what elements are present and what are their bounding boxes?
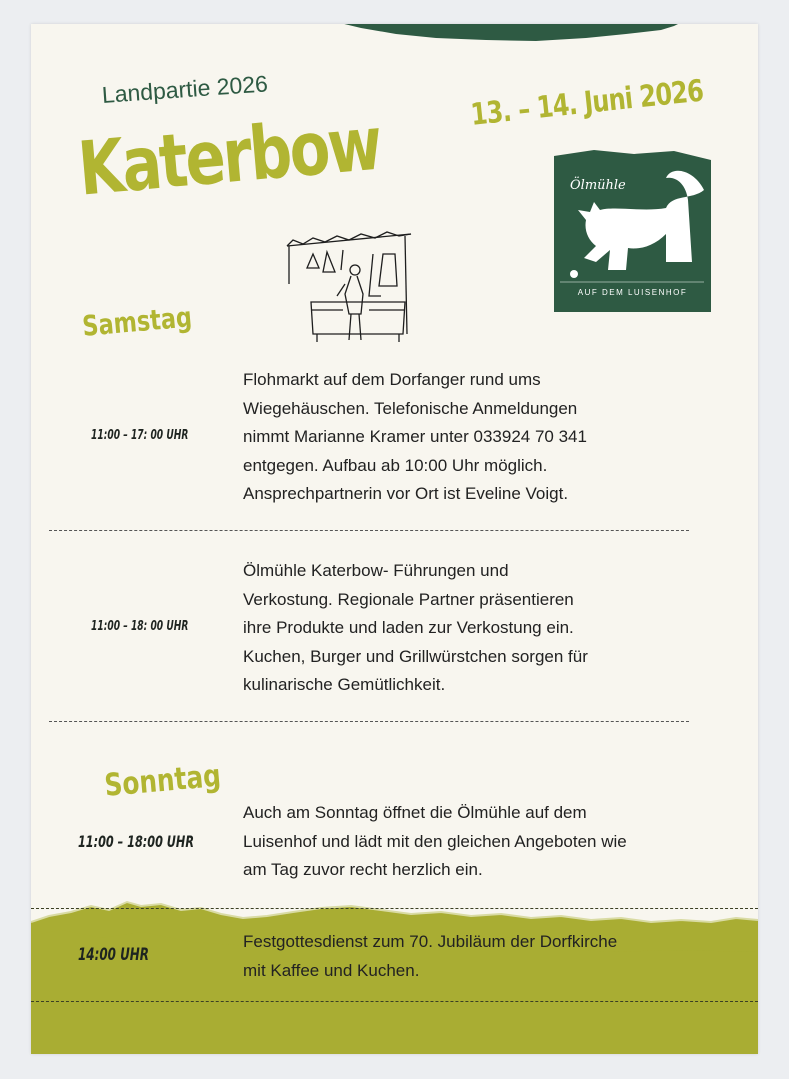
day-heading-saturday: Samstag xyxy=(81,300,194,343)
event-description: Ölmühle Katerbow- Führungen und Verkostung. Regionale Partner präsentieren ihre Produkte und laden zur Verkostung ein. Kuchen, Burger und Grillwürstchen sorgen für kulinarische Gemütlichkeit. xyxy=(243,561,588,694)
dashed-divider xyxy=(49,721,689,722)
page-title: Katerbow xyxy=(75,100,384,213)
dashed-divider xyxy=(31,1001,758,1002)
event-time: 11:00 – 18:00 UHR xyxy=(78,832,194,851)
brush-stroke-decoration xyxy=(336,24,696,48)
logo-title: Ölmühle xyxy=(570,178,626,193)
event-description: Festgottesdienst zum 70. Jubiläum der Dorfkirche mit Kaffee und Kuchen. xyxy=(243,932,618,980)
logo-subtitle: AUF DEM LUISENHOF xyxy=(577,288,688,297)
dashed-divider xyxy=(31,908,758,909)
oelmuehle-logo xyxy=(554,150,711,312)
event-time: 11:00 – 18: 00 UHR xyxy=(91,619,189,634)
day-heading-sunday: Sonntag xyxy=(103,757,223,804)
dashed-divider xyxy=(49,530,689,531)
event-date: 13. – 14. Juni 2026 xyxy=(469,73,705,133)
event-subtitle: Landpartie 2026 xyxy=(101,70,269,108)
poster xyxy=(31,24,758,1054)
event-description: Flohmarkt auf dem Dorfanger rund ums Wiegehäuschen. Telefonische Anmeldungen nimmt Marianne Kramer unter 033924 70 341 entgegen. Aufbau ab 10:00 Uhr möglich. Ansprechpartnerin vor Ort ist Eveline Voigt. xyxy=(243,370,587,503)
market-stall-illustration xyxy=(283,224,418,349)
event-time: 11:00 – 17: 00 UHR xyxy=(91,428,189,443)
event-time: 14:00 UHR xyxy=(78,945,149,965)
event-description: Auch am Sonntag öffnet die Ölmühle auf dem Luisenhof und lädt mit den gleichen Angeboten wie am Tag zuvor recht herzlich ein. xyxy=(243,803,627,879)
